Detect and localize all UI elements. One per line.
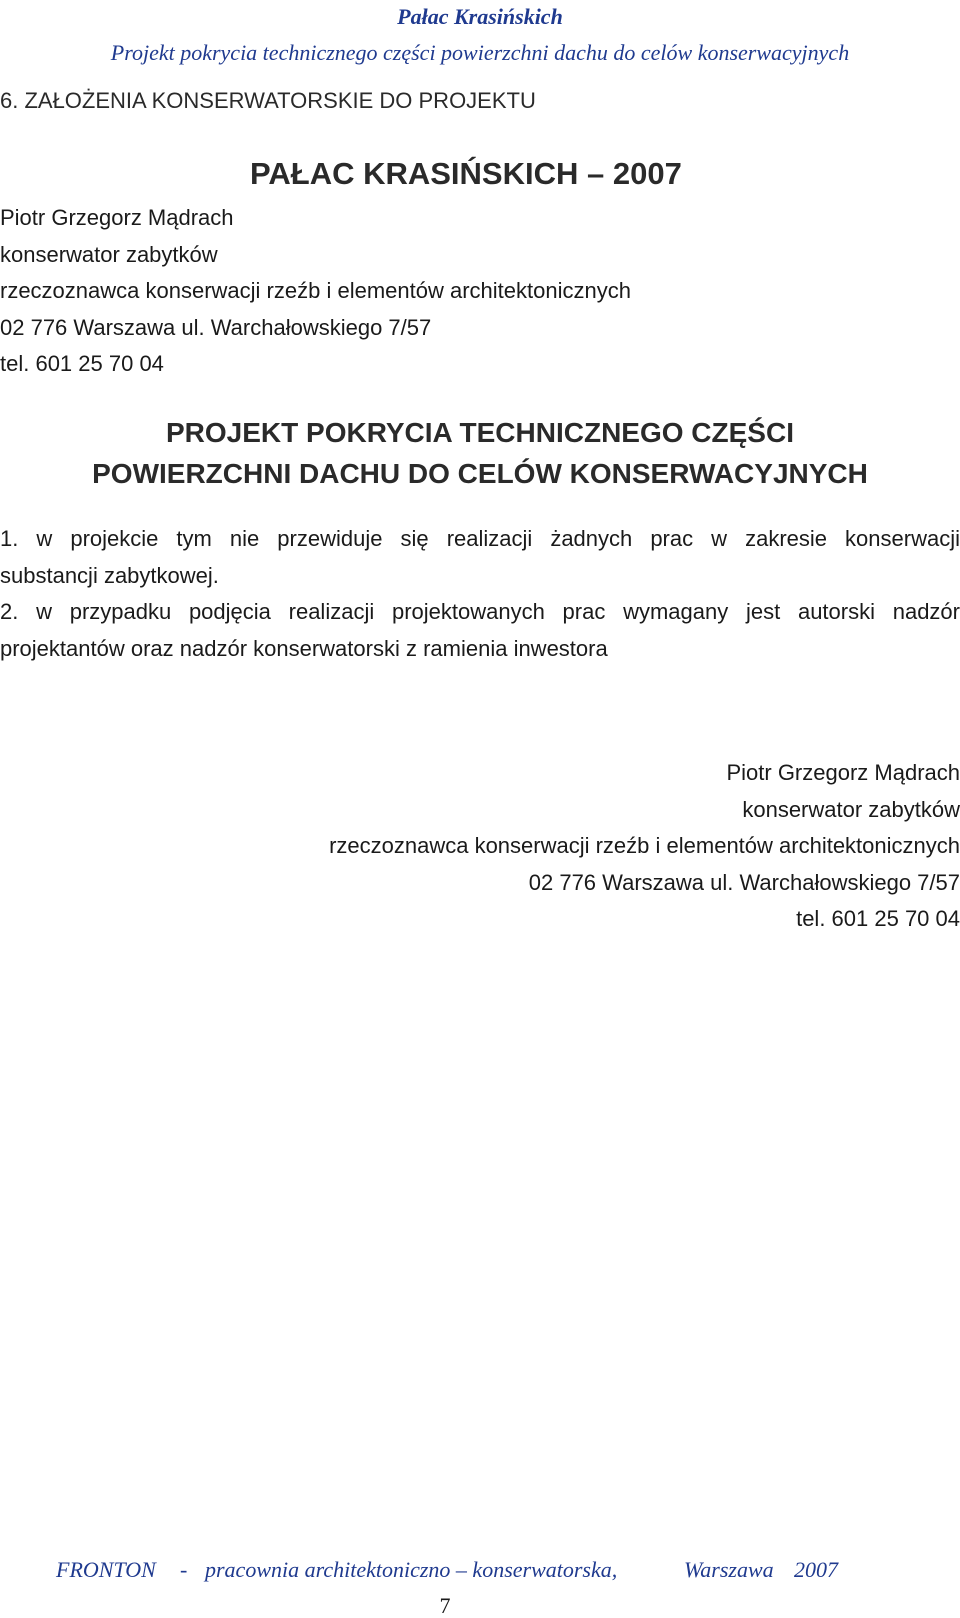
signature-address: 02 776 Warszawa ul. Warchałowskiego 7/57 <box>528 869 960 895</box>
header-subtitle: Projekt pokrycia technicznego części powierzchni dachu do celów konserwacyjnych <box>110 40 850 65</box>
signature-role: konserwator zabytków <box>742 796 960 822</box>
header-title: Pałac Krasińskich <box>397 4 563 29</box>
footer-year: 2007 <box>794 1557 838 1582</box>
author-phone: tel. 601 25 70 04 <box>0 351 164 376</box>
signature-name: Piotr Grzegorz Mądrach <box>726 760 960 785</box>
footer-firm: FRONTON <box>56 1557 156 1582</box>
project-title-line2: POWIERZCHNI DACHU DO CELÓW KONSERWACYJNYCH <box>92 458 868 489</box>
signature-phone: tel. 601 25 70 04 <box>796 906 960 931</box>
footer-dash: - <box>180 1557 188 1582</box>
project-title <box>0 412 960 494</box>
author-name: Piotr Grzegorz Mądrach <box>0 205 234 230</box>
point-2-line-1: 2. w przypadku podjęcia realizacji projektowanych prac wymagany jest autorski nadzór <box>0 599 960 624</box>
page-number: 7 <box>439 1593 451 1618</box>
project-title-line1: PROJEKT POKRYCIA TECHNICZNEGO CZĘŚCI <box>166 417 794 448</box>
signature-expertise: rzeczoznawca konserwacji rzeźb i elementów architektonicznych <box>329 833 960 858</box>
author-role: konserwator zabytków <box>0 241 218 267</box>
author-expertise: rzeczoznawca konserwacji rzeźb i elementów architektonicznych <box>0 278 631 303</box>
point-2-line-2: projektantów oraz nadzór konserwatorski z ramienia inwestora <box>0 635 608 661</box>
author-block <box>0 200 631 383</box>
palace-title: PAŁAC KRASIŃSKICH – 2007 <box>250 156 682 191</box>
point-1-line-1: 1. w projekcie tym nie przewiduje się realizacji żadnych prac w zakresie konserwacji <box>0 526 960 551</box>
signature-block <box>0 755 960 938</box>
points-list <box>0 521 960 667</box>
footer-city: Warszawa <box>684 1557 774 1582</box>
point-1-line-2: substancji zabytkowej. <box>0 562 219 588</box>
footer-description: pracownia architektoniczno – konserwatorska, <box>205 1557 618 1582</box>
section-heading: 6. ZAŁOŻENIA KONSERWATORSKIE DO PROJEKTU <box>0 88 536 113</box>
author-address: 02 776 Warszawa ul. Warchałowskiego 7/57 <box>0 314 432 340</box>
